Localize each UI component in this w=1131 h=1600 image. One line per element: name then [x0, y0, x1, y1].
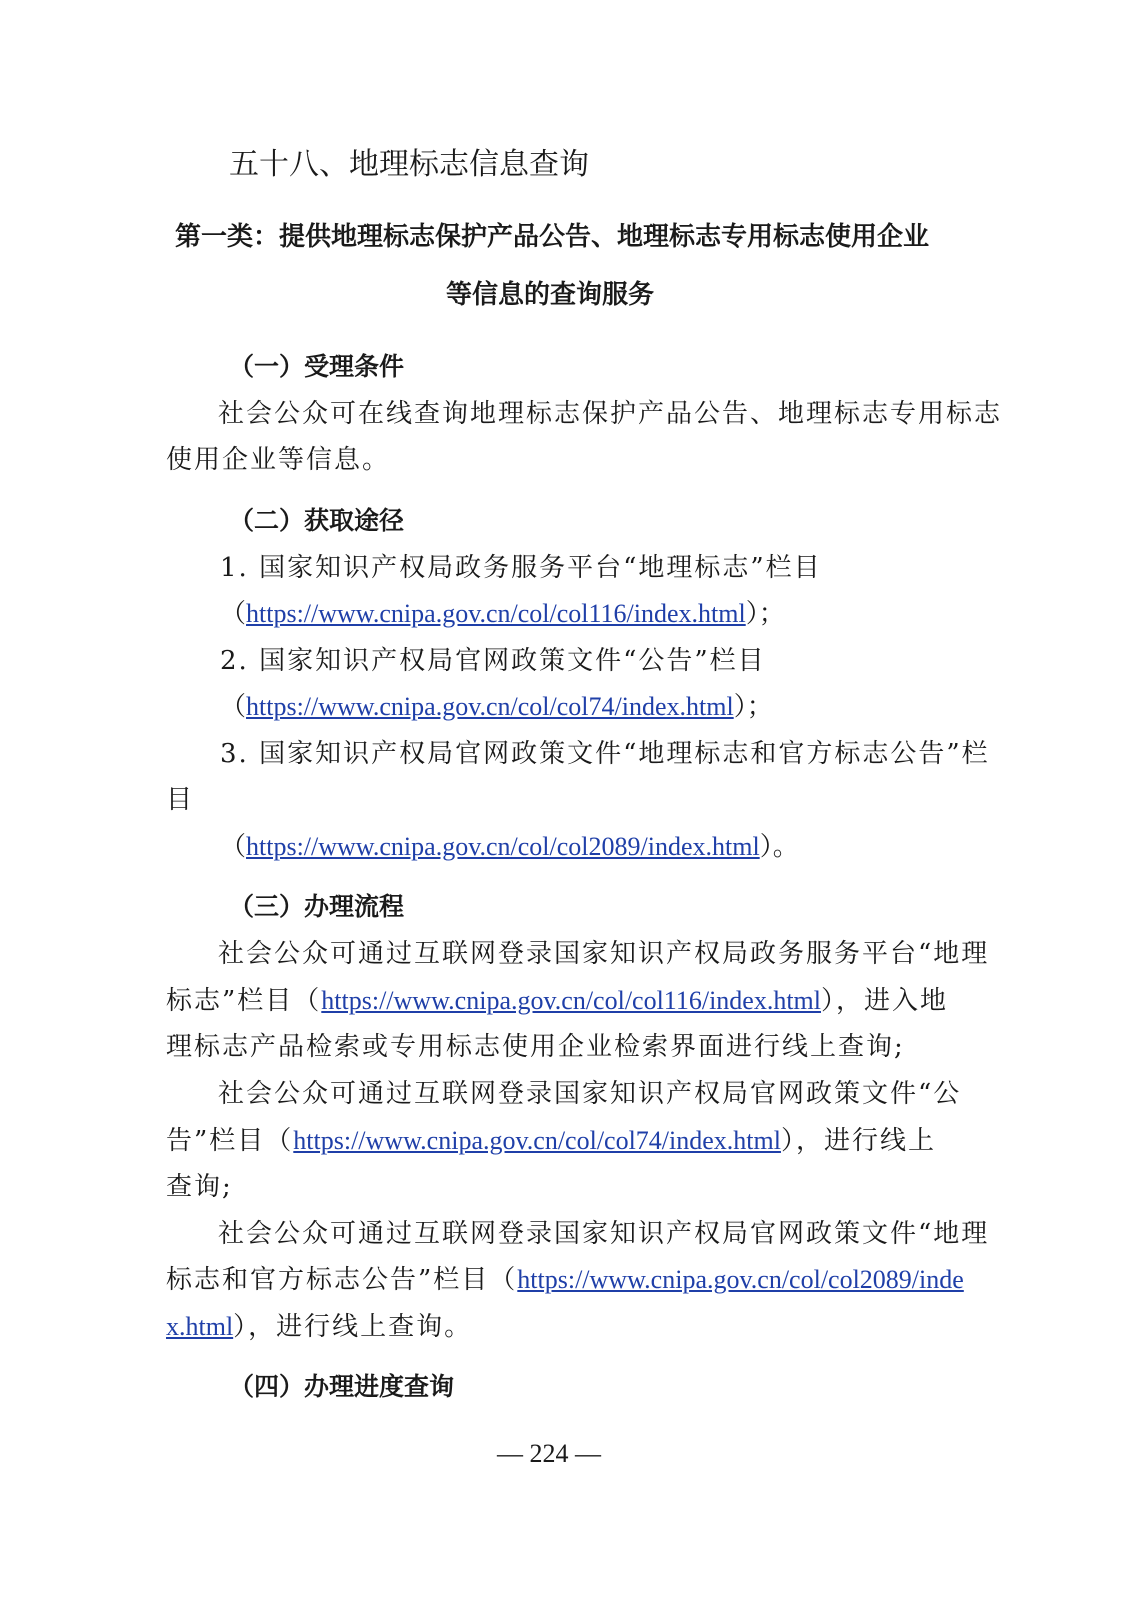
category-heading-line1: 第一类：提供地理标志保护产品公告、地理标志专用标志使用企业 — [175, 222, 930, 252]
s3-p1-line2 — [166, 984, 948, 1018]
s3-p3-post: ），进行线上查询。 — [233, 1312, 473, 1342]
s1-line2: 使用企业等信息。 — [166, 445, 391, 475]
page-number: — 224 — — [497, 1439, 601, 1468]
s2-item3-text2: 目 — [166, 785, 195, 815]
s3-p1-post: ），进入地 — [821, 986, 949, 1016]
paren-close: ）。 — [759, 832, 799, 862]
s2-item2-text: 2. 国家知识产权局官网政策文件“公告”栏目 — [220, 646, 766, 676]
link-col2089-part1[interactable]: https://www.cnipa.gov.cn/col/col2089/inde — [517, 1265, 964, 1294]
section-heading-access: （二）获取途径 — [229, 506, 405, 535]
link-col2089[interactable]: https://www.cnipa.gov.cn/col/col2089/index.html — [246, 832, 760, 861]
s3-p3-line1: 社会公众可通过互联网登录国家知识产权局官网政策文件“地理 — [218, 1219, 990, 1249]
link-col74[interactable]: https://www.cnipa.gov.cn/col/col74/index.html — [293, 1126, 781, 1155]
page-title: 五十八、地理标志信息查询 — [229, 147, 589, 182]
link-col116[interactable]: https://www.cnipa.gov.cn/col/col116/index.html — [246, 599, 746, 628]
link-col2089-part2[interactable]: x.html — [166, 1312, 234, 1341]
category-heading-line2: 等信息的查询服务 — [446, 280, 655, 310]
s2-item1-text: 1. 国家知识产权局政务服务平台“地理标志”栏目 — [220, 553, 822, 583]
paren-open: （ — [220, 692, 247, 722]
s3-p2-line3: 查询; — [166, 1172, 233, 1202]
section-heading-acceptance: （一）受理条件 — [229, 352, 405, 381]
s3-p3-line3 — [166, 1310, 472, 1344]
s3-p1-pre: 标志”栏目（ — [166, 986, 322, 1016]
s3-p3-pre: 标志和官方标志公告”栏目（ — [166, 1265, 518, 1295]
s3-p2-line2 — [166, 1124, 936, 1158]
s3-p1-line1: 社会公众可通过互联网登录国家知识产权局政务服务平台“地理 — [218, 939, 990, 969]
link-col74[interactable]: https://www.cnipa.gov.cn/col/col74/index.html — [246, 692, 734, 721]
section-heading-process: （三）办理流程 — [229, 892, 405, 921]
s1-line1: 社会公众可在线查询地理标志保护产品公告、地理标志专用标志 — [218, 399, 1003, 429]
s2-item2-link-line — [220, 690, 773, 724]
section-heading-progress: （四）办理进度查询 — [229, 1372, 455, 1401]
s3-p2-line1: 社会公众可通过互联网登录国家知识产权局官网政策文件“公 — [218, 1079, 962, 1109]
paren-close: ）； — [733, 692, 773, 722]
link-col116[interactable]: https://www.cnipa.gov.cn/col/col116/index.html — [321, 986, 821, 1015]
s2-item3-link-line — [220, 830, 799, 864]
s3-p1-line3: 理标志产品检索或专用标志使用企业检索界面进行线上查询; — [166, 1032, 905, 1062]
s2-item1-link-line — [220, 597, 785, 631]
s2-item3-text: 3. 国家知识产权局官网政策文件“地理标志和官方标志公告”栏 — [220, 739, 990, 769]
s3-p3-line2 — [166, 1263, 964, 1297]
paren-close: ）； — [745, 599, 785, 629]
s3-p2-post: ），进行线上 — [780, 1126, 936, 1156]
paren-open: （ — [220, 599, 247, 629]
s3-p2-pre: 告”栏目（ — [166, 1126, 294, 1156]
paren-open: （ — [220, 832, 247, 862]
